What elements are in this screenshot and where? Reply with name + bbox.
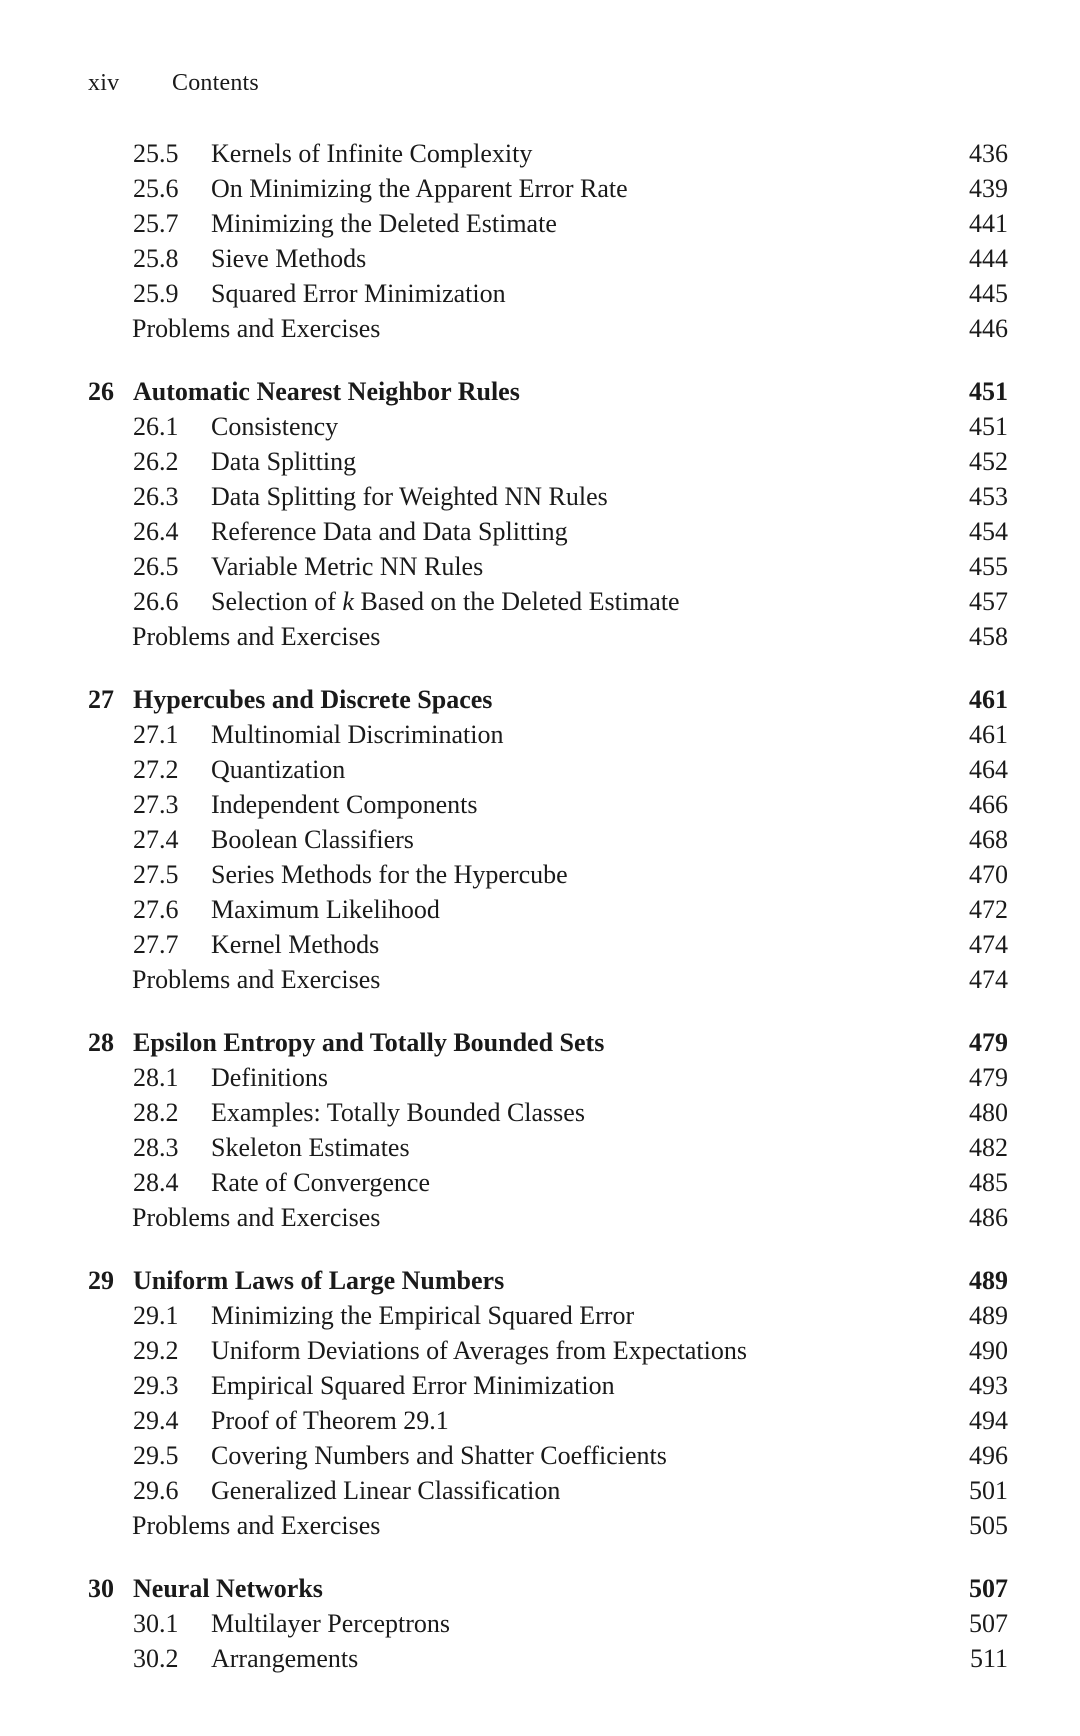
section-title: Variable Metric NN Rules	[211, 552, 484, 581]
section-page: 472	[969, 895, 1008, 924]
section-title: Uniform Deviations of Averages from Expectations	[211, 1336, 747, 1365]
toc-section-row[interactable]	[0, 1641, 1080, 1676]
toc-section-row[interactable]	[0, 752, 1080, 787]
section-page: 501	[969, 1476, 1008, 1505]
chapter-gap	[0, 997, 1080, 1025]
section-page: 444	[969, 244, 1008, 273]
toc-section-row[interactable]	[0, 584, 1080, 619]
chapter-title: Uniform Laws of Large Numbers	[133, 1266, 505, 1295]
toc-chapter-row[interactable]	[0, 1571, 1080, 1606]
toc-section-row[interactable]	[0, 171, 1080, 206]
toc-section-row[interactable]	[0, 136, 1080, 171]
section-title: Squared Error Minimization	[211, 279, 506, 308]
section-title: Definitions	[211, 1063, 328, 1092]
section-page: 482	[969, 1133, 1008, 1162]
section-number: 26.1	[133, 412, 179, 441]
toc-section-row[interactable]	[0, 1165, 1080, 1200]
section-title: Boolean Classifiers	[211, 825, 414, 854]
problems-title: Problems and Exercises	[132, 622, 381, 651]
chapter-page: 489	[969, 1266, 1008, 1295]
toc-section-row[interactable]	[0, 1060, 1080, 1095]
section-title: Series Methods for the Hypercube	[211, 860, 568, 889]
problems-title: Problems and Exercises	[132, 965, 381, 994]
toc-section-row[interactable]	[0, 857, 1080, 892]
problems-page: 505	[969, 1511, 1008, 1540]
chapter-title: Epsilon Entropy and Totally Bounded Sets	[133, 1028, 605, 1057]
section-page: 452	[969, 447, 1008, 476]
chapter-page: 461	[969, 685, 1008, 714]
section-page: 451	[969, 412, 1008, 441]
chapter-title: Hypercubes and Discrete Spaces	[133, 685, 493, 714]
toc-section-row[interactable]	[0, 1438, 1080, 1473]
chapter-gap	[0, 1235, 1080, 1263]
section-title: Minimizing the Empirical Squared Error	[211, 1301, 635, 1330]
toc-section-row[interactable]	[0, 1095, 1080, 1130]
section-page: 511	[969, 1644, 1008, 1673]
toc-problems-row[interactable]	[0, 311, 1080, 346]
toc-section-row[interactable]	[0, 1298, 1080, 1333]
section-number: 29.6	[133, 1476, 179, 1505]
section-number: 27.6	[133, 895, 179, 924]
section-number: 29.4	[133, 1406, 179, 1435]
section-title: Skeleton Estimates	[211, 1133, 410, 1162]
toc-chapter-row[interactable]	[0, 682, 1080, 717]
toc-section-row[interactable]	[0, 241, 1080, 276]
section-page: 461	[969, 720, 1008, 749]
section-title: Covering Numbers and Shatter Coefficients	[211, 1441, 667, 1470]
toc-section-row[interactable]	[0, 1368, 1080, 1403]
toc-section-row[interactable]	[0, 206, 1080, 241]
section-page: 480	[969, 1098, 1008, 1127]
toc-section-row[interactable]	[0, 444, 1080, 479]
toc-section-row[interactable]	[0, 1333, 1080, 1368]
section-title: Multinomial Discrimination	[211, 720, 504, 749]
toc-section-row[interactable]	[0, 409, 1080, 444]
section-number: 29.2	[133, 1336, 179, 1365]
toc-section-row[interactable]	[0, 1606, 1080, 1641]
section-number: 26.2	[133, 447, 179, 476]
section-number: 27.7	[133, 930, 179, 959]
toc-section-row[interactable]	[0, 549, 1080, 584]
section-page: 457	[969, 587, 1008, 616]
problems-page: 486	[969, 1203, 1008, 1232]
toc-section-row[interactable]	[0, 892, 1080, 927]
section-title: Multilayer Perceptrons	[211, 1609, 450, 1638]
section-number: 26.3	[133, 482, 179, 511]
toc-section-row[interactable]	[0, 1473, 1080, 1508]
section-page: 436	[969, 139, 1008, 168]
toc-problems-row[interactable]	[0, 962, 1080, 997]
chapter-number: 29	[88, 1266, 114, 1295]
problems-title: Problems and Exercises	[132, 1511, 381, 1540]
section-number: 26.4	[133, 517, 179, 546]
section-title: Minimizing the Deleted Estimate	[211, 209, 557, 238]
section-number: 25.8	[133, 244, 179, 273]
section-title-part: Selection of	[211, 587, 343, 616]
section-page: 466	[969, 790, 1008, 819]
problems-page: 474	[969, 965, 1008, 994]
section-number: 28.4	[133, 1168, 179, 1197]
section-title: Generalized Linear Classification	[211, 1476, 561, 1505]
section-page: 455	[969, 552, 1008, 581]
toc-problems-row[interactable]	[0, 1508, 1080, 1543]
section-page: 464	[969, 755, 1008, 784]
section-page: 489	[969, 1301, 1008, 1330]
toc-section-row[interactable]	[0, 1130, 1080, 1165]
section-page: 470	[969, 860, 1008, 889]
section-title: Rate of Convergence	[211, 1168, 430, 1197]
section-page: 445	[969, 279, 1008, 308]
table-of-contents	[0, 136, 1080, 1676]
chapter-number: 30	[88, 1574, 114, 1603]
problems-title: Problems and Exercises	[132, 1203, 381, 1232]
section-page: 479	[969, 1063, 1008, 1092]
section-page: 441	[969, 209, 1008, 238]
toc-section-row[interactable]	[0, 927, 1080, 962]
problems-page: 446	[969, 314, 1008, 343]
toc-section-row[interactable]	[0, 1403, 1080, 1438]
chapter-page: 451	[969, 377, 1008, 406]
section-page: 507	[969, 1609, 1008, 1638]
section-number: 27.5	[133, 860, 179, 889]
section-number: 30.1	[133, 1609, 179, 1638]
section-title: Sieve Methods	[211, 244, 367, 273]
section-page: 496	[969, 1441, 1008, 1470]
page-folio: xiv	[88, 70, 120, 96]
section-page: 494	[969, 1406, 1008, 1435]
toc-section-row[interactable]	[0, 787, 1080, 822]
section-number: 28.2	[133, 1098, 179, 1127]
chapter-page: 479	[969, 1028, 1008, 1057]
chapter-title: Neural Networks	[133, 1574, 323, 1603]
section-number: 26.6	[133, 587, 179, 616]
section-title: Proof of Theorem 29.1	[211, 1406, 449, 1435]
section-number: 27.4	[133, 825, 179, 854]
section-number: 25.7	[133, 209, 179, 238]
section-number: 27.2	[133, 755, 179, 784]
section-title: Kernel Methods	[211, 930, 380, 959]
section-number: 29.1	[133, 1301, 179, 1330]
section-title: Empirical Squared Error Minimization	[211, 1371, 615, 1400]
section-title: Data Splitting for Weighted NN Rules	[211, 482, 608, 511]
toc-chapter-row[interactable]	[0, 1025, 1080, 1060]
section-number: 30.2	[133, 1644, 179, 1673]
section-page: 439	[969, 174, 1008, 203]
toc-chapter-row[interactable]	[0, 374, 1080, 409]
section-title: Data Splitting	[211, 447, 357, 476]
section-number: 28.1	[133, 1063, 179, 1092]
section-page: 493	[969, 1371, 1008, 1400]
math-variable-k: k	[342, 587, 354, 616]
toc-problems-row[interactable]	[0, 1200, 1080, 1235]
chapter-number: 26	[88, 377, 114, 406]
chapter-number: 28	[88, 1028, 114, 1057]
running-head-title: Contents	[172, 70, 259, 96]
section-title: On Minimizing the Apparent Error Rate	[211, 174, 628, 203]
section-page: 468	[969, 825, 1008, 854]
section-number: 25.5	[133, 139, 179, 168]
section-title	[211, 584, 680, 619]
section-number: 28.3	[133, 1133, 179, 1162]
section-title: Consistency	[211, 412, 339, 441]
section-number: 27.1	[133, 720, 179, 749]
section-number: 26.5	[133, 552, 179, 581]
section-page: 490	[969, 1336, 1008, 1365]
section-number: 27.3	[133, 790, 179, 819]
section-title-part: Based on the Deleted Estimate	[353, 587, 680, 616]
section-title: Reference Data and Data Splitting	[211, 517, 568, 546]
toc-problems-row[interactable]	[0, 619, 1080, 654]
toc-chapter-row[interactable]	[0, 1263, 1080, 1298]
chapter-gap	[0, 346, 1080, 374]
section-number: 25.6	[133, 174, 179, 203]
chapter-page: 507	[969, 1574, 1008, 1603]
section-number: 29.5	[133, 1441, 179, 1470]
section-number: 25.9	[133, 279, 179, 308]
problems-title: Problems and Exercises	[132, 314, 381, 343]
section-page: 485	[969, 1168, 1008, 1197]
toc-section-row[interactable]	[0, 479, 1080, 514]
toc-section-row[interactable]	[0, 514, 1080, 549]
section-page: 454	[969, 517, 1008, 546]
section-title: Arrangements	[211, 1644, 359, 1673]
chapter-gap	[0, 654, 1080, 682]
section-title: Quantization	[211, 755, 346, 784]
chapter-gap	[0, 1543, 1080, 1571]
problems-page: 458	[969, 622, 1008, 651]
section-title: Examples: Totally Bounded Classes	[211, 1098, 585, 1127]
section-title: Kernels of Infinite Complexity	[211, 139, 533, 168]
toc-section-row[interactable]	[0, 717, 1080, 752]
toc-section-row[interactable]	[0, 276, 1080, 311]
chapter-number: 27	[88, 685, 114, 714]
section-title: Maximum Likelihood	[211, 895, 440, 924]
toc-section-row[interactable]	[0, 822, 1080, 857]
chapter-title: Automatic Nearest Neighbor Rules	[133, 377, 520, 406]
section-number: 29.3	[133, 1371, 179, 1400]
section-page: 453	[969, 482, 1008, 511]
section-page: 474	[969, 930, 1008, 959]
section-title: Independent Components	[211, 790, 478, 819]
